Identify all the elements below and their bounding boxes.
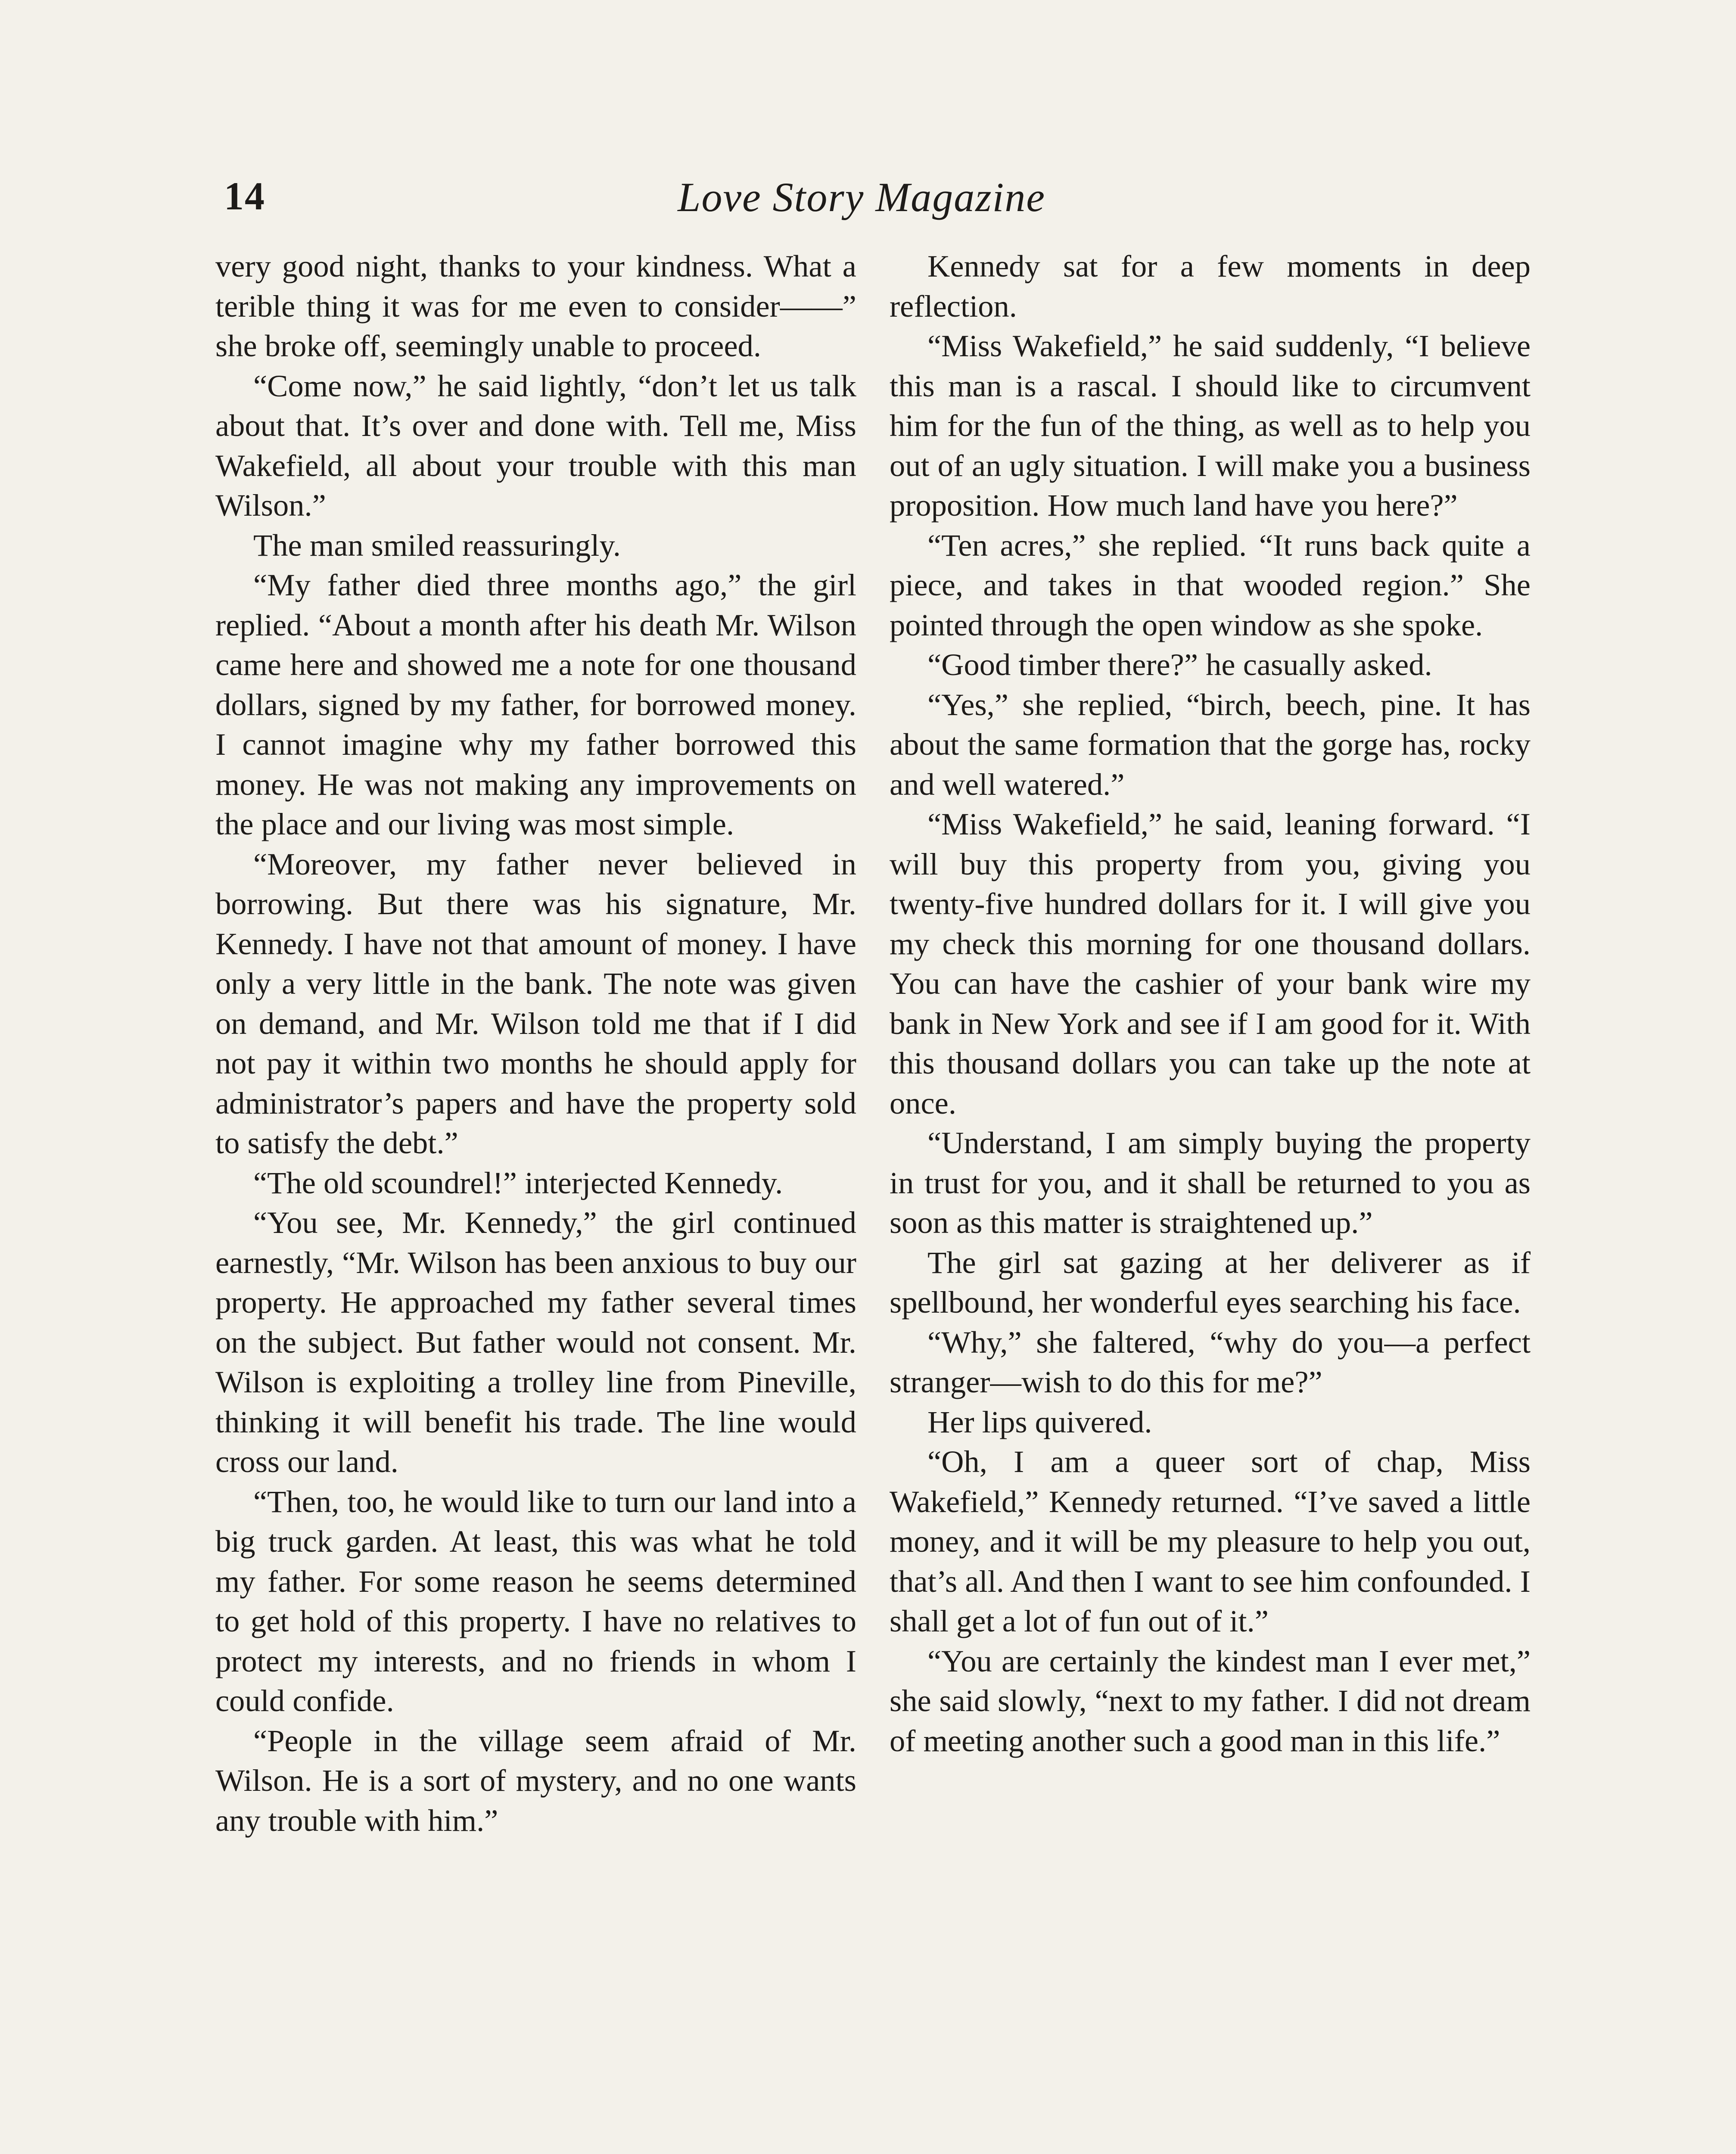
paragraph: The man smiled reassuringly.	[253, 527, 621, 563]
paragraph: “Miss Wakefield,” he said suddenly, “I believe this man is a rascal. I should like to circumvent him for the fun of the thing, as well as to help you out of an ugly situation. I will make you a business proposition. How much land have you here?”	[890, 328, 1531, 523]
paragraph: “Then, too, he would like to turn our land into a big truck garden. At least, this was what he told my father. For some reason he seems determined to get hold of this property. I have no relatives to protect my interests, and no friends in whom I could confide.	[215, 1484, 856, 1718]
paragraph: “You are certainly the kindest man I ever met,” she said slowly, “next to my father. I did not dream of meeting another such a good man in this life.”	[890, 1643, 1531, 1758]
paragraph: “My father died three months ago,” the girl replied. “About a month after his death Mr. Wilson came here and showed me a note for one thousand dollars, signed by my father, for borrowed money. I cannot imagine why my father borrowed this money. He was not making any improvements on the place and our living was most simple.	[215, 567, 856, 841]
paragraph: “Miss Wakefield,” he said, leaning forward. “I will buy this property from you, giving you twenty-five hundred dollars for it. I will give you my check this morning for one thousand dollars. You can have the cashier of your bank wire my bank in New York and see if I am good for it. With this thousand dollars you can take up the note at once.	[890, 806, 1531, 1121]
paragraph: The girl sat gazing at her deliverer as if spellbound, her wonderful eyes searching his face.	[890, 1245, 1531, 1320]
paragraph: “Come now,” he said lightly, “don’t let us talk about that. It’s over and done with. Tell me, Miss Wakefield, all about your trouble with this man Wilson.”	[215, 368, 856, 523]
paragraph: “Good timber there?” he casually asked.	[927, 647, 1432, 682]
paragraph: “Why,” she faltered, “why do you—a perfect stranger—wish to do this for me?”	[890, 1324, 1531, 1399]
page-number: 14	[224, 174, 265, 218]
paragraph: Kennedy sat for a few moments in deep reflection.	[890, 249, 1531, 324]
paragraph: Her lips quivered.	[927, 1404, 1152, 1439]
paragraph: “Understand, I am simply buying the property in trust for you, and it shall be returned to you as soon as this matter is straightened up.”	[890, 1125, 1531, 1240]
paragraph: “Moreover, my father never believed in borrowing. But there was his signature, Mr. Kennedy. I have not that amount of money. I have only a very little in the bank. The note was given on demand, and Mr. Wilson told me that if I did not pay it within two months he should apply for administrator’s papers and have the property sold to satisfy the debt.”	[215, 846, 856, 1160]
running-title: Love Story Magazine	[678, 174, 1045, 220]
paragraph: very good night, thanks to your kindness. What a terible thing it was for me even to consider——” she broke off, seemingly unable to proceed.	[215, 249, 856, 363]
paragraph: “People in the village seem afraid of Mr. Wilson. He is a sort of mystery, and no one wants any trouble with him.”	[215, 1723, 856, 1838]
left-column	[215, 246, 856, 1840]
paragraph: “Oh, I am a queer sort of chap, Miss Wakefield,” Kennedy returned. “I’ve saved a little money, and it will be my pleasure to help you out, that’s all. And then I want to see him confounded. I shall get a lot of fun out of it.”	[890, 1444, 1531, 1638]
right-column	[890, 246, 1531, 1761]
paragraph: “The old scoundrel!” interjected Kennedy.	[253, 1165, 783, 1200]
paragraph: “Yes,” she replied, “birch, beech, pine. It has about the same formation that the gorge has, rocky and well watered.”	[890, 687, 1531, 802]
paragraph: “You see, Mr. Kennedy,” the girl continued earnestly, “Mr. Wilson has been anxious to buy our property. He approached my father several times on the subject. But father would not consent. Mr. Wilson is exploiting a trolley line from Pineville, thinking it will benefit his trade. The line would cross our land.	[215, 1205, 856, 1479]
paragraph: “Ten acres,” she replied. “It runs back quite a piece, and takes in that wooded region.” She pointed through the open window as she spoke.	[890, 527, 1531, 642]
